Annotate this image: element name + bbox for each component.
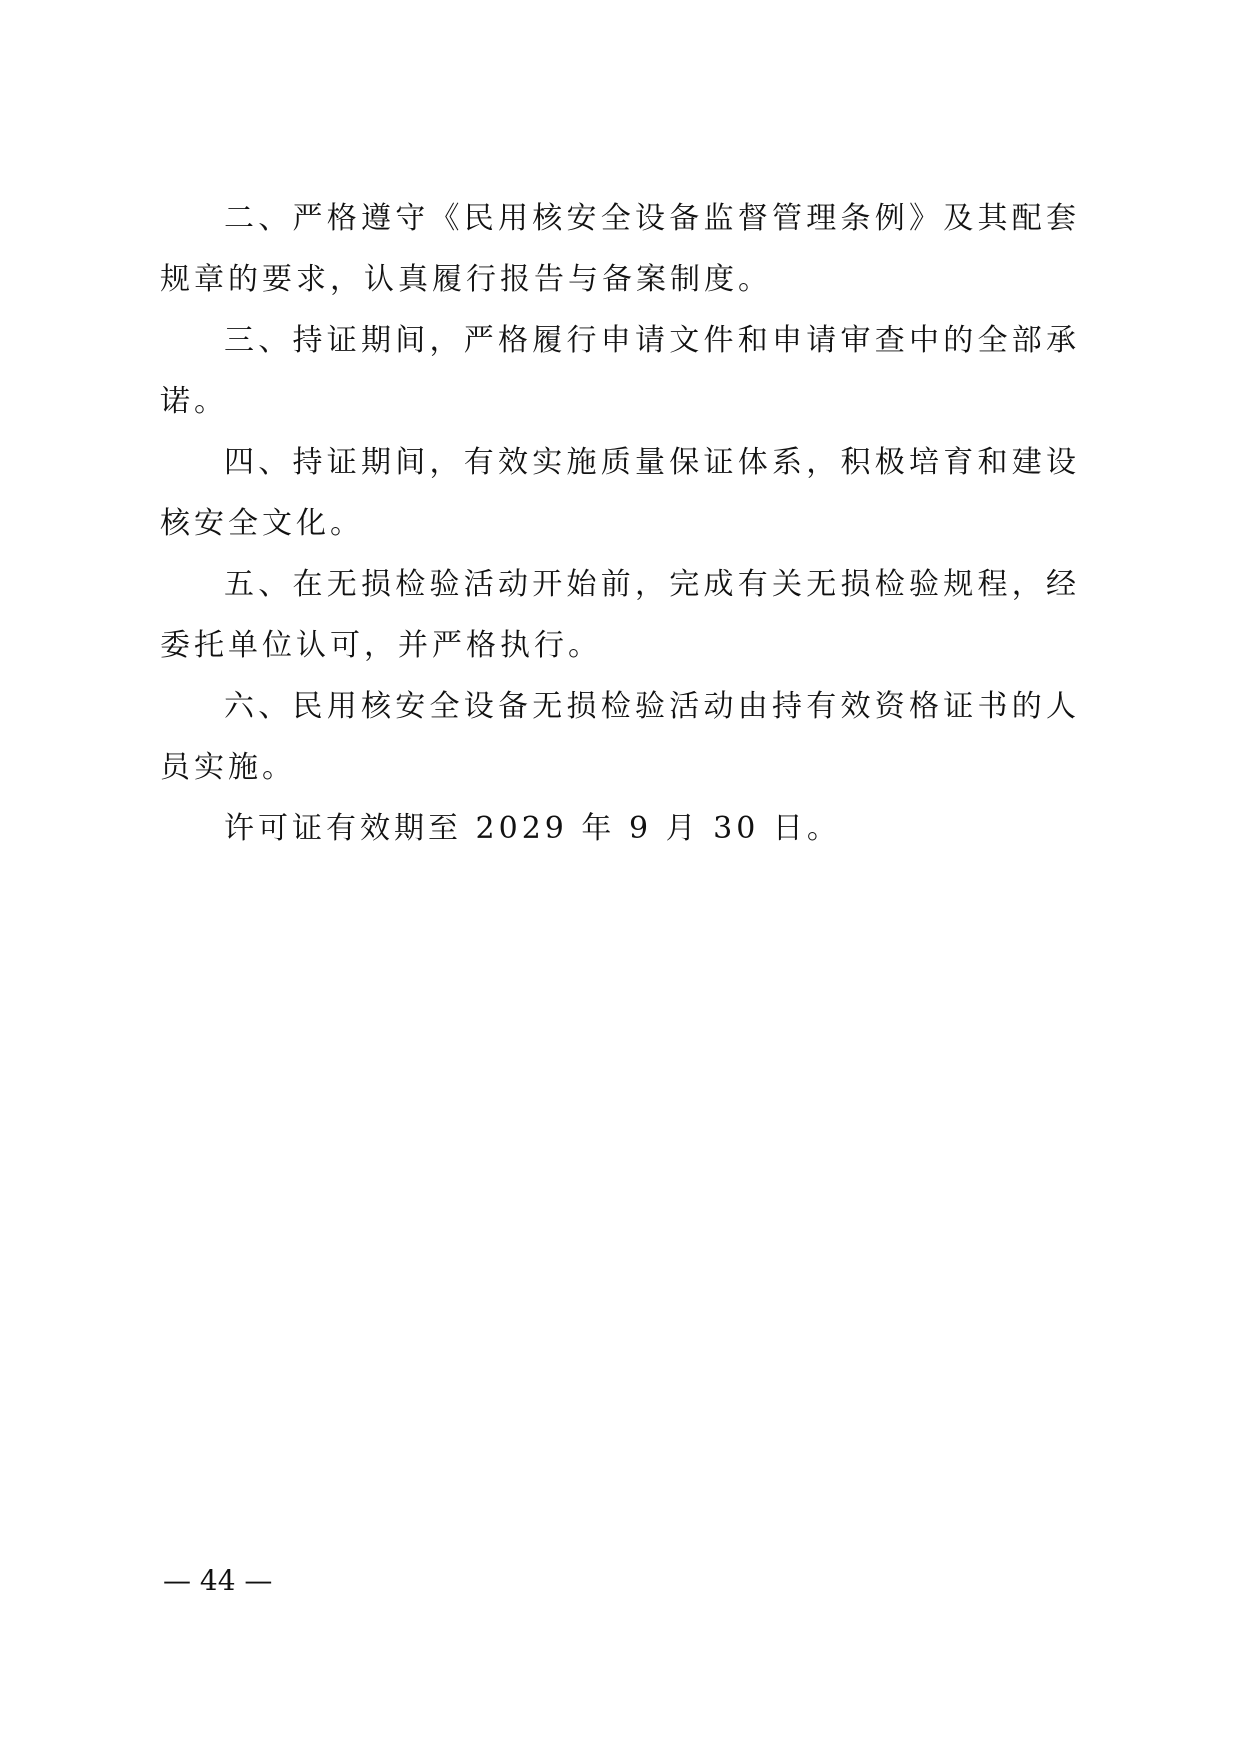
paragraph-item-6: 六、民用核安全设备无损检验活动由持有效资格证书的人员实施。: [160, 689, 1080, 785]
license-conditions-text: [160, 188, 1080, 859]
page-number: — 44 —: [163, 1564, 273, 1597]
paragraph-item-3: 三、持证期间，严格履行申请文件和申请审查中的全部承诺。: [160, 323, 1080, 419]
paragraph-item-5: 五、在无损检验活动开始前，完成有关无损检验规程，经委托单位认可，并严格执行。: [160, 567, 1080, 663]
paragraph-item-4: 四、持证期间，有效实施质量保证体系，积极培育和建设核安全文化。: [160, 445, 1080, 541]
license-validity-paragraph: 许可证有效期至 2029 年 9 月 30 日。: [224, 811, 841, 846]
paragraph-item-2: 二、严格遵守《民用核安全设备监督管理条例》及其配套规章的要求，认真履行报告与备案制度。: [160, 201, 1080, 297]
